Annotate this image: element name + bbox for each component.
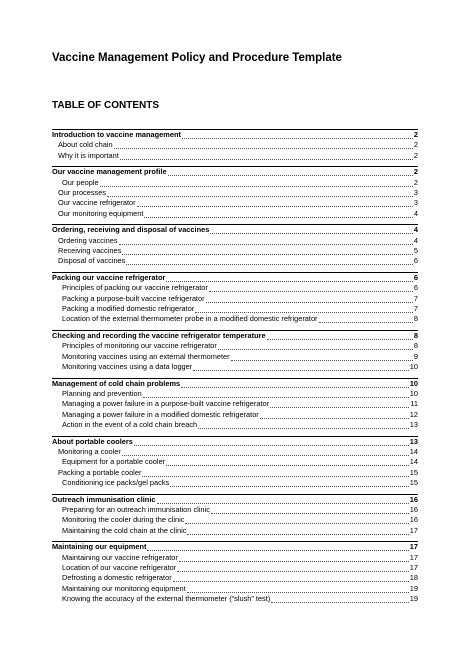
- dot-leader: [126, 258, 413, 265]
- toc-entry-page-number: 2: [413, 140, 418, 150]
- toc-entry[interactable]: [52, 198, 418, 208]
- dot-leader: [142, 470, 408, 477]
- toc-section-heading-page-number: 16: [409, 494, 418, 504]
- dot-leader: [193, 364, 409, 371]
- toc-entry-page-number: 15: [409, 467, 418, 477]
- toc-entry-label: Conditioning ice packs/gel packs: [62, 477, 170, 487]
- dot-leader: [107, 190, 413, 197]
- toc-section-heading-label: Packing our vaccine refrigerator: [52, 273, 166, 283]
- toc-section-heading-label: Checking and recording the vaccine refrigerator temperature: [52, 331, 266, 341]
- toc-section-heading-label: Our vaccine management profile: [52, 167, 167, 177]
- dot-leader: [206, 296, 413, 303]
- toc-entry-page-number: 15: [409, 477, 418, 487]
- toc-entry[interactable]: [52, 236, 418, 246]
- toc-section: [52, 494, 418, 536]
- toc-entry[interactable]: [52, 410, 418, 420]
- toc-section-heading-page-number: 8: [413, 331, 418, 341]
- dot-leader: [173, 575, 409, 582]
- table-of-contents: [52, 129, 418, 610]
- dot-leader: [137, 200, 413, 207]
- toc-entry[interactable]: [52, 341, 418, 351]
- dot-leader: [218, 343, 413, 350]
- toc-entry-page-number: 17: [409, 525, 418, 535]
- toc-entry-label: About cold chain: [58, 140, 113, 150]
- toc-entry-page-number: 14: [409, 447, 418, 457]
- toc-entry-page-number: 7: [413, 303, 418, 313]
- toc-entry[interactable]: [52, 505, 418, 515]
- dot-leader: [231, 354, 413, 361]
- dot-leader: [122, 248, 413, 255]
- toc-section-heading[interactable]: [52, 130, 418, 140]
- toc-entry-label: Managing a power failure in a purpose-built vaccine refrigerator: [62, 399, 270, 409]
- toc-section-heading-page-number: 10: [409, 378, 418, 388]
- toc-entry-label: Ordering vaccines: [58, 235, 118, 245]
- toc-section: [52, 272, 418, 324]
- toc-entry[interactable]: [52, 362, 418, 372]
- dot-leader: [270, 401, 409, 408]
- dot-leader: [170, 480, 409, 487]
- dot-leader: [157, 497, 409, 504]
- dot-leader: [120, 153, 413, 160]
- toc-entry[interactable]: [52, 526, 418, 536]
- toc-entry-page-number: 19: [409, 583, 418, 593]
- toc-entry-page-number: 4: [413, 208, 418, 218]
- dot-leader: [166, 275, 413, 282]
- toc-section-heading-page-number: 2: [413, 167, 418, 177]
- toc-entry[interactable]: [52, 140, 418, 150]
- dot-leader: [271, 596, 409, 603]
- toc-entry-page-number: 8: [413, 341, 418, 351]
- toc-entry[interactable]: [52, 304, 418, 314]
- toc-entry-page-number: 18: [409, 573, 418, 583]
- toc-section: [52, 436, 418, 488]
- dot-leader: [319, 316, 413, 323]
- toc-entry-label: Receiving vaccines: [58, 245, 122, 255]
- dot-leader: [166, 459, 409, 466]
- dot-leader: [181, 381, 409, 388]
- toc-entry-label: Our processes: [58, 187, 107, 197]
- dot-leader: [147, 544, 408, 551]
- toc-entry[interactable]: [52, 352, 418, 362]
- toc-entry[interactable]: [52, 478, 418, 488]
- toc-entry-label: Disposal of vaccines: [58, 256, 126, 266]
- dot-leader: [187, 586, 409, 593]
- toc-section-heading-label: About portable coolers: [52, 436, 133, 446]
- toc-entry-label: Preparing for an outreach immunisation clinic: [62, 505, 210, 514]
- toc-section-heading[interactable]: [52, 331, 418, 341]
- toc-entry-page-number: 16: [409, 515, 418, 525]
- toc-entry-label: Principles of monitoring our vaccine refrigerator: [62, 341, 217, 351]
- toc-entry[interactable]: [52, 399, 418, 409]
- toc-entry[interactable]: [52, 468, 418, 478]
- toc-entry-page-number: 4: [413, 235, 418, 245]
- toc-entry-page-number: 10: [409, 361, 418, 371]
- toc-entry-label: Packing a portable cooler: [58, 467, 142, 477]
- toc-entry-page-number: 14: [409, 457, 418, 467]
- toc-section-heading[interactable]: [52, 379, 418, 389]
- toc-section-heading-label: Ordering, receiving and disposal of vaccines: [52, 225, 210, 235]
- dot-leader: [209, 285, 413, 292]
- dot-leader: [114, 142, 413, 149]
- toc-entry[interactable]: [52, 188, 418, 198]
- toc-section: [52, 129, 418, 161]
- toc-entry-label: Action in the event of a cold chain breach: [62, 419, 198, 429]
- toc-entry[interactable]: [52, 151, 418, 161]
- dot-leader: [195, 306, 413, 313]
- toc-entry[interactable]: [52, 553, 418, 563]
- toc-entry[interactable]: [52, 457, 418, 467]
- toc-entry[interactable]: [52, 515, 418, 525]
- toc-entry-label: Our people: [62, 177, 99, 187]
- toc-section: [52, 224, 418, 266]
- toc-entry-label: Monitoring a cooler: [58, 447, 121, 457]
- toc-entry-label: Monitoring vaccines using an external thermometer: [62, 351, 230, 361]
- toc-entry[interactable]: [52, 246, 418, 256]
- toc-entry-page-number: 17: [409, 552, 418, 562]
- toc-entry-label: Defrosting a domestic refrigerator: [62, 573, 172, 583]
- dot-leader: [100, 180, 413, 187]
- toc-section-heading-page-number: 2: [413, 130, 418, 139]
- toc-entry[interactable]: [52, 594, 418, 604]
- toc-entry-label: Monitoring the cooler during the clinic: [62, 515, 185, 525]
- document-title: Vaccine Management Policy and Procedure Template: [52, 52, 342, 64]
- toc-entry-label: Location of the external thermometer probe in a modified domestic refrigerator: [62, 314, 318, 324]
- toc-entry-page-number: 5: [413, 245, 418, 255]
- dot-leader: [267, 333, 413, 340]
- toc-entry-page-number: 9: [413, 351, 418, 361]
- dot-leader: [144, 211, 412, 218]
- dot-leader: [177, 565, 409, 572]
- toc-section-heading-label: Maintaining our equipment: [52, 542, 147, 552]
- toc-section: [52, 330, 418, 372]
- dot-leader: [122, 449, 409, 456]
- dot-leader: [119, 238, 413, 245]
- toc-entry-label: Equipment for a portable cooler: [62, 457, 166, 467]
- toc-entry-page-number: 19: [409, 593, 418, 603]
- toc-section-heading[interactable]: [52, 225, 418, 235]
- toc-entry[interactable]: [52, 447, 418, 457]
- toc-entry-page-number: 3: [413, 198, 418, 208]
- toc-section: [52, 541, 418, 604]
- toc-entry[interactable]: [52, 178, 418, 188]
- toc-section-heading-label: Introduction to vaccine management: [52, 130, 181, 139]
- toc-entry-label: Maintaining the cold chain at the clinic: [62, 525, 187, 535]
- toc-entry-page-number: 6: [413, 256, 418, 266]
- dot-leader: [211, 507, 409, 514]
- dot-leader: [179, 555, 409, 562]
- toc-entry-label: Knowing the accuracy of the external thermometer (“slush” test): [62, 593, 271, 603]
- toc-entry-page-number: 2: [413, 177, 418, 187]
- toc-entry[interactable]: [52, 573, 418, 583]
- dot-leader: [182, 132, 413, 139]
- toc-section-heading-label: Management of cold chain problems: [52, 378, 181, 388]
- toc-entry-label: Packing a purpose-built vaccine refrigerator: [62, 293, 205, 303]
- toc-section-heading[interactable]: [52, 437, 418, 447]
- toc-entry-page-number: 17: [409, 562, 418, 572]
- toc-entry-page-number: 16: [409, 505, 418, 514]
- toc-entry-page-number: 8: [413, 314, 418, 324]
- dot-leader: [187, 528, 408, 535]
- toc-entry-label: Planning and prevention: [62, 389, 142, 399]
- toc-section: [52, 378, 418, 430]
- dot-leader: [260, 412, 409, 419]
- dot-leader: [210, 227, 413, 234]
- toc-section-heading-page-number: 4: [413, 225, 418, 235]
- toc-entry-label: Principles of packing our vaccine refrigerator: [62, 283, 208, 293]
- toc-entry[interactable]: [52, 584, 418, 594]
- toc-entry[interactable]: [52, 256, 418, 266]
- toc-section-heading-page-number: 13: [409, 436, 418, 446]
- toc-entry[interactable]: [52, 563, 418, 573]
- toc-section: [52, 166, 418, 218]
- toc-entry-label: Our vaccine refrigerator: [58, 198, 136, 208]
- toc-entry-page-number: 12: [409, 409, 418, 419]
- toc-entry[interactable]: [52, 283, 418, 293]
- toc-entry[interactable]: [52, 420, 418, 430]
- toc-entry-page-number: 11: [410, 399, 418, 409]
- toc-section-heading-label: Outreach immunisation clinic: [52, 494, 156, 504]
- toc-entry[interactable]: [52, 389, 418, 399]
- toc-entry[interactable]: [52, 294, 418, 304]
- toc-section-heading[interactable]: [52, 273, 418, 283]
- toc-entry-label: Managing a power failure in a modified domestic refrigerator: [62, 409, 259, 419]
- toc-entry-label: Maintaining our monitoring equipment: [62, 583, 186, 593]
- toc-entry-page-number: 7: [413, 293, 418, 303]
- toc-entry-page-number: 2: [413, 150, 418, 160]
- toc-heading: TABLE OF CONTENTS: [52, 100, 160, 111]
- toc-entry[interactable]: [52, 209, 418, 219]
- toc-entry-page-number: 13: [409, 419, 418, 429]
- toc-section-heading[interactable]: [52, 167, 418, 177]
- dot-leader: [168, 169, 413, 176]
- toc-entry[interactable]: [52, 314, 418, 324]
- toc-entry-label: Why it is important: [58, 150, 119, 160]
- dot-leader: [134, 439, 409, 446]
- dot-leader: [143, 391, 409, 398]
- toc-entry-label: Monitoring vaccines using a data logger: [62, 361, 193, 371]
- toc-entry-label: Location of our vaccine refrigerator: [62, 562, 177, 572]
- toc-section-heading[interactable]: [52, 542, 418, 552]
- toc-entry-label: Packing a modified domestic refrigerator: [62, 303, 195, 313]
- toc-entry-page-number: 3: [413, 187, 418, 197]
- toc-section-heading[interactable]: [52, 495, 418, 505]
- toc-section-heading-page-number: 6: [413, 273, 418, 283]
- toc-entry-page-number: 10: [409, 389, 418, 399]
- toc-entry-page-number: 6: [413, 283, 418, 293]
- toc-entry-label: Maintaining our vaccine refrigerator: [62, 552, 178, 562]
- toc-section-heading-page-number: 17: [409, 542, 418, 552]
- dot-leader: [198, 422, 409, 429]
- dot-leader: [185, 517, 408, 524]
- toc-entry-label: Our monitoring equipment: [58, 208, 144, 218]
